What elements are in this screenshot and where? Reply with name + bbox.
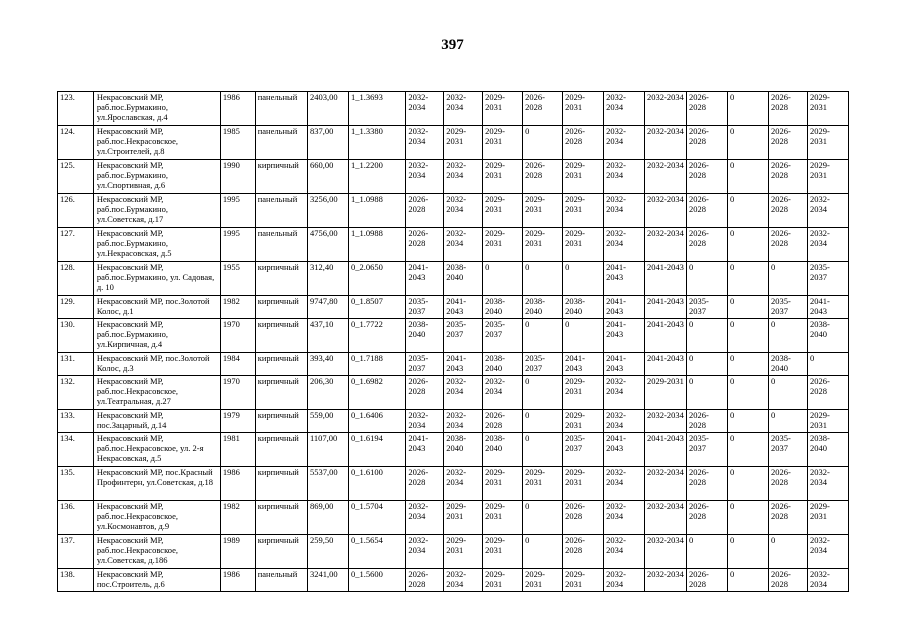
- table-cell: 1970: [220, 376, 255, 410]
- table-cell: 2032-2034: [444, 228, 483, 262]
- table-cell: 2029-2031: [807, 410, 848, 433]
- table-row: [58, 92, 849, 126]
- table-cell: 2032-2034: [645, 228, 687, 262]
- table-cell: панельный: [255, 228, 307, 262]
- table-cell: 2032-2034: [604, 194, 645, 228]
- table-cell: 0: [728, 262, 769, 296]
- table-cell: 1982: [220, 501, 255, 535]
- table-cell: 0: [563, 262, 604, 296]
- table-cell: 0: [728, 410, 769, 433]
- table-cell: 135.: [58, 467, 94, 501]
- table-cell: 1995: [220, 228, 255, 262]
- table-cell: 2026-2028: [687, 569, 728, 592]
- table-cell: 2032-2034: [645, 501, 687, 535]
- table-cell: 0: [728, 569, 769, 592]
- table-cell: 2032-2034: [406, 535, 444, 569]
- table-cell: 2026-2028: [406, 569, 444, 592]
- table-cell: кирпичный: [255, 319, 307, 353]
- table-cell: 0: [563, 319, 604, 353]
- table-cell: 133.: [58, 410, 94, 433]
- table-cell: панельный: [255, 126, 307, 160]
- table-cell: Некрасовский МР, пос.Золотой Колос, д.1: [93, 296, 220, 319]
- table-cell: 3256,00: [307, 194, 348, 228]
- table-cell: панельный: [255, 92, 307, 126]
- table-cell: 1107,00: [307, 433, 348, 467]
- table-cell: 0: [523, 410, 563, 433]
- table-cell: 2026-2028: [406, 228, 444, 262]
- table-cell: 2032-2034: [604, 92, 645, 126]
- table-cell: 2032-2034: [645, 160, 687, 194]
- table-cell: 1_1.3380: [348, 126, 405, 160]
- table-cell: 2038-2040: [444, 262, 483, 296]
- table-cell: 2029-2031: [483, 535, 523, 569]
- table-cell: 0: [769, 376, 808, 410]
- table-cell: 123.: [58, 92, 94, 126]
- page-number: 397: [441, 37, 464, 53]
- table-cell: 0: [769, 262, 808, 296]
- table-cell: 2026-2028: [769, 92, 808, 126]
- table-cell: 5537,00: [307, 467, 348, 501]
- table-cell: 2032-2034: [807, 228, 848, 262]
- table-cell: 0: [728, 160, 769, 194]
- table-cell: 2032-2034: [444, 569, 483, 592]
- table-cell: 2026-2028: [687, 410, 728, 433]
- table-cell: 132.: [58, 376, 94, 410]
- table-cell: 2035-2037: [523, 353, 563, 376]
- table-cell: 0: [728, 376, 769, 410]
- table-cell: 2032-2034: [645, 410, 687, 433]
- table-cell: кирпичный: [255, 467, 307, 501]
- table-cell: 2029-2031: [483, 569, 523, 592]
- table-cell: кирпичный: [255, 410, 307, 433]
- table-cell: 2038-2040: [483, 353, 523, 376]
- table-cell: 0: [687, 262, 728, 296]
- table-cell: 0: [728, 433, 769, 467]
- table-cell: кирпичный: [255, 262, 307, 296]
- table-cell: 131.: [58, 353, 94, 376]
- table-cell: 2032-2034: [444, 194, 483, 228]
- table-cell: 2403,00: [307, 92, 348, 126]
- table-cell: 2029-2031: [483, 194, 523, 228]
- table-cell: 2035-2037: [483, 319, 523, 353]
- table-cell: 2032-2034: [807, 194, 848, 228]
- table-cell: 2041-2043: [604, 296, 645, 319]
- table-cell: 138.: [58, 569, 94, 592]
- table-cell: 2032-2034: [604, 228, 645, 262]
- table-cell: 559,00: [307, 410, 348, 433]
- table-cell: 127.: [58, 228, 94, 262]
- table-cell: Некрасовский МР, раб.пос.Бурмакино, ул.Спортивная, д.6: [93, 160, 220, 194]
- table-cell: 1979: [220, 410, 255, 433]
- table-cell: 2026-2028: [769, 194, 808, 228]
- housing-register-table: [57, 91, 849, 592]
- table-cell: 2038-2040: [523, 296, 563, 319]
- table-cell: 0: [769, 535, 808, 569]
- table-cell: 2041-2043: [406, 262, 444, 296]
- table-row: [58, 376, 849, 410]
- table-row: [58, 296, 849, 319]
- table-cell: 2032-2034: [807, 535, 848, 569]
- table-cell: 2026-2028: [687, 160, 728, 194]
- table-cell: 0: [728, 126, 769, 160]
- table-cell: 0_1.6194: [348, 433, 405, 467]
- table-row: [58, 433, 849, 467]
- table-cell: 2032-2034: [483, 376, 523, 410]
- table-cell: 0_1.6406: [348, 410, 405, 433]
- table-cell: 2026-2028: [483, 410, 523, 433]
- table-cell: 2041-2043: [444, 296, 483, 319]
- table-row: [58, 569, 849, 592]
- table-cell: 0_1.7722: [348, 319, 405, 353]
- table-cell: 0_2.0650: [348, 262, 405, 296]
- table-cell: 0: [728, 228, 769, 262]
- table-cell: 2032-2034: [406, 410, 444, 433]
- table-cell: 2038-2040: [406, 319, 444, 353]
- table-cell: 2032-2034: [604, 376, 645, 410]
- table-cell: Некрасовский МР, раб.пос.Некрасовское, ул. 2-я Некрасовская, д.5: [93, 433, 220, 467]
- table-cell: 2029-2031: [807, 126, 848, 160]
- table-cell: 2026-2028: [523, 92, 563, 126]
- table-cell: 2032-2034: [444, 160, 483, 194]
- table-cell: 1995: [220, 194, 255, 228]
- table-cell: 2032-2034: [645, 194, 687, 228]
- table-cell: 2041-2043: [645, 353, 687, 376]
- table-cell: 437,10: [307, 319, 348, 353]
- table-cell: 2026-2028: [769, 467, 808, 501]
- table-cell: Некрасовский МР, пос.Строитель, д.6: [93, 569, 220, 592]
- table-cell: Некрасовский МР, раб.пос.Бурмакино, ул.Кирпичная, д.4: [93, 319, 220, 353]
- table-cell: 2032-2034: [604, 410, 645, 433]
- table-cell: панельный: [255, 194, 307, 228]
- table-cell: 2032-2034: [444, 92, 483, 126]
- table-cell: Некрасовский МР, раб.пос.Бурмакино, ул.Советская, д.17: [93, 194, 220, 228]
- table-row: [58, 319, 849, 353]
- table-cell: 1990: [220, 160, 255, 194]
- table-row: [58, 228, 849, 262]
- table-cell: 2041-2043: [563, 353, 604, 376]
- table-cell: 2032-2034: [444, 410, 483, 433]
- table-cell: 0_1.5600: [348, 569, 405, 592]
- table-cell: Некрасовский МР, раб.пос.Бурмакино, ул. Садовая, д. 10: [93, 262, 220, 296]
- table-cell: 126.: [58, 194, 94, 228]
- table-cell: 2026-2028: [687, 194, 728, 228]
- table-cell: 2029-2031: [444, 126, 483, 160]
- table-cell: 0: [523, 262, 563, 296]
- table-cell: 2026-2028: [687, 92, 728, 126]
- table-cell: кирпичный: [255, 433, 307, 467]
- table-cell: 2032-2034: [645, 92, 687, 126]
- table-cell: 2029-2031: [807, 92, 848, 126]
- table-cell: 0_1.8507: [348, 296, 405, 319]
- table-cell: 0: [523, 433, 563, 467]
- table-cell: кирпичный: [255, 296, 307, 319]
- table-cell: 2026-2028: [687, 467, 728, 501]
- table-cell: 2038-2040: [444, 433, 483, 467]
- table-cell: 2026-2028: [769, 501, 808, 535]
- table-cell: 2041-2043: [807, 296, 848, 319]
- table-cell: 2029-2031: [523, 194, 563, 228]
- table-cell: 2035-2037: [406, 353, 444, 376]
- table-cell: 259,50: [307, 535, 348, 569]
- table-cell: 206,30: [307, 376, 348, 410]
- table-cell: 2029-2031: [563, 569, 604, 592]
- table-cell: 1985: [220, 126, 255, 160]
- table-cell: 0: [523, 376, 563, 410]
- table-cell: 0: [807, 353, 848, 376]
- table-cell: 134.: [58, 433, 94, 467]
- table-cell: 0: [728, 319, 769, 353]
- table-cell: кирпичный: [255, 376, 307, 410]
- table-cell: Некрасовский МР, пос.Золотой Колос, д.3: [93, 353, 220, 376]
- table-cell: 2029-2031: [444, 501, 483, 535]
- table-cell: 2029-2031: [563, 92, 604, 126]
- table-cell: 2029-2031: [523, 569, 563, 592]
- table-cell: 2038-2040: [807, 433, 848, 467]
- table-cell: 137.: [58, 535, 94, 569]
- table-cell: 2035-2037: [406, 296, 444, 319]
- table-cell: 2035-2037: [687, 296, 728, 319]
- table-cell: 9747,80: [307, 296, 348, 319]
- table-cell: 660,00: [307, 160, 348, 194]
- table-cell: 2032-2034: [645, 467, 687, 501]
- table-cell: 2026-2028: [687, 126, 728, 160]
- table-cell: 2029-2031: [563, 228, 604, 262]
- table-cell: 0: [728, 535, 769, 569]
- table-cell: 2035-2037: [807, 262, 848, 296]
- table-cell: 2041-2043: [604, 433, 645, 467]
- table-cell: 2032-2034: [604, 467, 645, 501]
- table-cell: 0: [687, 376, 728, 410]
- table-cell: Некрасовский МР, раб.пос.Некрасовское, ул.Космонавтов, д.9: [93, 501, 220, 535]
- table-cell: 2026-2028: [687, 228, 728, 262]
- table-cell: 2026-2028: [807, 376, 848, 410]
- table-cell: 2041-2043: [444, 353, 483, 376]
- table-cell: 2029-2031: [483, 501, 523, 535]
- table-cell: 2026-2028: [687, 501, 728, 535]
- table-cell: 2026-2028: [563, 126, 604, 160]
- table-cell: 130.: [58, 319, 94, 353]
- table-cell: 2035-2037: [769, 296, 808, 319]
- table-cell: кирпичный: [255, 160, 307, 194]
- table-cell: 2035-2037: [444, 319, 483, 353]
- table-cell: 0_1.5654: [348, 535, 405, 569]
- table-cell: Некрасовский МР, раб.пос.Некрасовское, ул.Советская, д.186: [93, 535, 220, 569]
- table-cell: 2032-2034: [645, 569, 687, 592]
- table-cell: 0: [728, 467, 769, 501]
- table-cell: 2029-2031: [444, 535, 483, 569]
- table-cell: 2032-2034: [807, 467, 848, 501]
- table-cell: 0: [523, 319, 563, 353]
- table-cell: 2032-2034: [406, 160, 444, 194]
- table-cell: кирпичный: [255, 353, 307, 376]
- table-cell: 2038-2040: [483, 433, 523, 467]
- table-cell: 2032-2034: [604, 126, 645, 160]
- table-cell: 312,40: [307, 262, 348, 296]
- table-cell: 1982: [220, 296, 255, 319]
- table-cell: 0: [728, 501, 769, 535]
- table-cell: 0: [687, 535, 728, 569]
- table-cell: 0: [483, 262, 523, 296]
- table-cell: 2032-2034: [444, 376, 483, 410]
- table-cell: Некрасовский МР, раб.пос.Бурмакино, ул.Ярославская, д.4: [93, 92, 220, 126]
- table-cell: 1_1.0988: [348, 228, 405, 262]
- table-cell: 2026-2028: [563, 535, 604, 569]
- table-cell: 2029-2031: [563, 410, 604, 433]
- table-cell: 2038-2040: [483, 296, 523, 319]
- table-cell: 2035-2037: [563, 433, 604, 467]
- table-cell: 2026-2028: [769, 160, 808, 194]
- table-cell: 2029-2031: [563, 467, 604, 501]
- table-cell: 2032-2034: [645, 535, 687, 569]
- table-cell: 2026-2028: [769, 228, 808, 262]
- table-cell: 0: [687, 353, 728, 376]
- table-cell: кирпичный: [255, 501, 307, 535]
- table-row: [58, 160, 849, 194]
- table-cell: 0: [728, 194, 769, 228]
- table-cell: 136.: [58, 501, 94, 535]
- table-cell: 125.: [58, 160, 94, 194]
- table-cell: 2041-2043: [604, 262, 645, 296]
- table-cell: 2041-2043: [645, 319, 687, 353]
- table-cell: 1970: [220, 319, 255, 353]
- table-cell: 2029-2031: [563, 376, 604, 410]
- table-cell: 2032-2034: [406, 126, 444, 160]
- table-cell: Некрасовский МР, пос.Зацарный, д.14: [93, 410, 220, 433]
- table-cell: 2032-2034: [604, 535, 645, 569]
- table-cell: 0: [769, 410, 808, 433]
- table-cell: 129.: [58, 296, 94, 319]
- table-cell: 1984: [220, 353, 255, 376]
- table-cell: 0: [523, 126, 563, 160]
- table-cell: 2041-2043: [406, 433, 444, 467]
- table-cell: 2041-2043: [604, 319, 645, 353]
- table-row: [58, 262, 849, 296]
- table-cell: 869,00: [307, 501, 348, 535]
- table-cell: 2029-2031: [523, 467, 563, 501]
- table-cell: 2026-2028: [563, 501, 604, 535]
- table-cell: 2032-2034: [406, 501, 444, 535]
- table-cell: 1981: [220, 433, 255, 467]
- table-cell: 2035-2037: [687, 433, 728, 467]
- table-cell: 2026-2028: [769, 569, 808, 592]
- table-cell: 2026-2028: [769, 126, 808, 160]
- table-cell: кирпичный: [255, 535, 307, 569]
- table-cell: 2035-2037: [769, 433, 808, 467]
- table-cell: 0_1.6982: [348, 376, 405, 410]
- table-cell: 1_1.2200: [348, 160, 405, 194]
- table-cell: 2029-2031: [483, 126, 523, 160]
- table-cell: 2029-2031: [645, 376, 687, 410]
- table-cell: 2041-2043: [645, 433, 687, 467]
- table-row: [58, 467, 849, 501]
- table-cell: 0_1.5704: [348, 501, 405, 535]
- table-cell: 393,40: [307, 353, 348, 376]
- table-cell: 2038-2040: [807, 319, 848, 353]
- table-cell: 2038-2040: [563, 296, 604, 319]
- table-cell: 0: [728, 92, 769, 126]
- table-cell: 2038-2040: [769, 353, 808, 376]
- table-row: [58, 501, 849, 535]
- table-row: [58, 535, 849, 569]
- table-cell: 0_1.7188: [348, 353, 405, 376]
- table-cell: Некрасовский МР, раб.пос.Некрасовское, ул.Строителей, д.8: [93, 126, 220, 160]
- table-cell: 2041-2043: [645, 296, 687, 319]
- table-cell: 2032-2034: [807, 569, 848, 592]
- table-row: [58, 126, 849, 160]
- table-cell: 0: [769, 319, 808, 353]
- table-cell: 0: [728, 296, 769, 319]
- table-cell: 124.: [58, 126, 94, 160]
- table-cell: 1986: [220, 467, 255, 501]
- table-cell: 2029-2031: [563, 160, 604, 194]
- table-cell: 128.: [58, 262, 94, 296]
- table-cell: 0_1.6100: [348, 467, 405, 501]
- table-cell: Некрасовский МР, раб.пос.Бурмакино, ул.Некрасовская, д.5: [93, 228, 220, 262]
- table-cell: 2029-2031: [807, 160, 848, 194]
- table-cell: 1986: [220, 92, 255, 126]
- table-cell: 1986: [220, 569, 255, 592]
- table-cell: 2032-2034: [645, 126, 687, 160]
- table-cell: 3241,00: [307, 569, 348, 592]
- table-cell: 2029-2031: [523, 228, 563, 262]
- table-cell: 2029-2031: [483, 467, 523, 501]
- table-cell: 2032-2034: [406, 92, 444, 126]
- table-row: [58, 353, 849, 376]
- table-cell: 2029-2031: [483, 92, 523, 126]
- table-cell: 0: [523, 535, 563, 569]
- table-row: [58, 194, 849, 228]
- table-cell: 0: [728, 353, 769, 376]
- table-cell: Некрасовский МР, раб.пос.Некрасовское, ул.Театральная, д.27: [93, 376, 220, 410]
- table-cell: 2029-2031: [483, 160, 523, 194]
- table-cell: 1_1.0988: [348, 194, 405, 228]
- table-cell: 2026-2028: [523, 160, 563, 194]
- table-cell: 2029-2031: [807, 501, 848, 535]
- table-cell: 2041-2043: [645, 262, 687, 296]
- table-cell: 2029-2031: [563, 194, 604, 228]
- table-cell: 2032-2034: [604, 569, 645, 592]
- table-cell: 0: [523, 501, 563, 535]
- table-cell: 837,00: [307, 126, 348, 160]
- table-cell: 2032-2034: [604, 160, 645, 194]
- table-cell: Некрасовский МР, пос.Красный Профинтерн, ул.Советская, д.18: [93, 467, 220, 501]
- table-row: [58, 410, 849, 433]
- table-cell: 2026-2028: [406, 194, 444, 228]
- table-cell: 2026-2028: [406, 467, 444, 501]
- table-cell: 2029-2031: [483, 228, 523, 262]
- table-cell: 1955: [220, 262, 255, 296]
- table-cell: 1989: [220, 535, 255, 569]
- table-cell: панельный: [255, 569, 307, 592]
- table-cell: 0: [687, 319, 728, 353]
- table-cell: 4756,00: [307, 228, 348, 262]
- table-cell: 2032-2034: [604, 501, 645, 535]
- table-cell: 2026-2028: [406, 376, 444, 410]
- table-cell: 2032-2034: [444, 467, 483, 501]
- table-cell: 1_1.3693: [348, 92, 405, 126]
- table-cell: 2041-2043: [604, 353, 645, 376]
